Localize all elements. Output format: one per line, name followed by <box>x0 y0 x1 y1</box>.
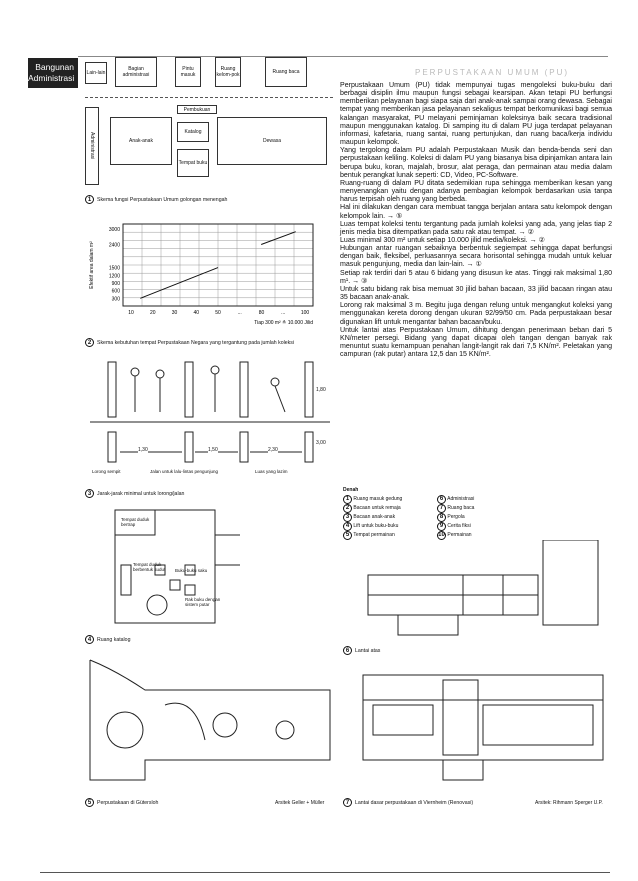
catalog-room-plan <box>95 505 245 627</box>
label-buku-saku: Buku-buku saku <box>175 568 208 573</box>
box-pintu-masuk: Pintu masuk <box>175 57 201 87</box>
body-paragraph-7: Hubungan antar ruangan sebaiknya berbentuk segiempat sehingga dapat berfungsi dengan baik, fleksibel, perluasannya secara horisontal sehingga mudah untuk keluar masuk pengunjung, media dan lain-lain. → ① <box>340 245 612 269</box>
y-axis-label: Efektif area dalam m² <box>89 241 95 289</box>
shelf-spacing-figure <box>90 352 330 482</box>
x-tick-label: ... <box>237 310 242 316</box>
section-tab: Bangunan Administrasi <box>28 58 78 88</box>
box-katalog: Katalog <box>177 122 209 142</box>
caption-fig4-text: Ruang katalog <box>97 636 131 643</box>
caption-fig5 <box>85 798 158 807</box>
x-tick-label: 80 <box>258 310 265 316</box>
guetersloh-drawing <box>85 650 335 790</box>
label-jalan: Jalan untuk lalu-lintas pengunjung <box>150 469 219 474</box>
body-paragraph-9: Untuk satu bidang rak bisa memuat 30 jilid bahan bacaan, 33 jilid bacaan ringan atau 35 bacaan anak-anak. <box>340 285 612 302</box>
body-text <box>340 82 612 359</box>
figure-number-5: 5 <box>85 798 94 807</box>
dim-3: 2,30 <box>268 447 278 453</box>
y-tick-label: 3000 <box>108 227 120 234</box>
body-paragraph-2: Yang tergolong dalam PU adalah Perpustakaan Musik dan benda-benda seni dan perpustakaan keliling. Koleksi di dalam PU yang biasanya bisa dipinjamkan antara lain berupa buku, koran, majalah, brosur, alat peraga, dan permainan atau media dalam bentuk perangkat lunak seperti: CD, Video, PC-Software. <box>340 147 612 179</box>
caption-fig2 <box>85 338 294 347</box>
administrasi-label: Administrasi <box>89 132 95 160</box>
label-luas: Luas yang lazim <box>255 469 288 474</box>
body-paragraph-11: Untuk lantai atas Perpustakaan Umum, dihitung dengan penerimaan beban dari 5 KN/meter persegi. Bidang yang dapat dicapai oleh tangan dengan banyak rak menuntut suatu kemampuan penahan langit-langit rak dari 7,5 KN/m². Peletakan yang campuran (rak putar) antara 12,5 dan 15 KN/m². <box>340 326 612 359</box>
legend-item: 5 Tempat permainan <box>343 531 433 540</box>
ground-floor-drawing <box>343 660 608 790</box>
box-pembukuan: Pembukuan <box>177 105 217 114</box>
x-tick-label: 40 <box>193 310 200 316</box>
collection-area-chart <box>85 218 340 333</box>
box-dewasa: Dewasa <box>217 117 327 165</box>
legend-right-column <box>437 495 527 540</box>
box-ruang-baca: Ruang baca <box>265 57 307 87</box>
credit-fig7: Arsitek: Rihmann Sperger U.P. <box>535 800 603 806</box>
figure-number-6: 6 <box>343 646 352 655</box>
x-tick-label: 20 <box>149 310 156 316</box>
figure-number-4: 4 <box>85 635 94 644</box>
x-tick-label: 10 <box>128 310 134 316</box>
caption-fig3 <box>85 489 184 498</box>
caption-fig5-text: Perpustakaan di Gütersloh <box>97 799 159 806</box>
caption-fig6 <box>343 646 380 655</box>
box-lain-lain: Lain-lain <box>85 62 107 84</box>
body-paragraph-8: Setiap rak terdiri dari 5 atau 6 bidang yang disusun ke atas. Tinggi rak maksimal 1,80 m¹. → ③ <box>340 269 612 285</box>
x-tick-label: ... <box>281 310 286 316</box>
section-header: PERPUSTAKAAN UMUM (PU) <box>415 68 570 77</box>
label-tempat-duduk-sudut: Tempat duduk berbentuk sudut <box>133 562 166 572</box>
box-anak-anak: Anak-anak <box>110 117 172 165</box>
legend-item: 7 Ruang baca <box>437 504 527 513</box>
caption-fig7-text: Lantai dasar perpustakaan di Viernheim (Renovasi) <box>355 799 474 806</box>
figure-number-7: 7 <box>343 798 352 807</box>
legend-item: 2 Bacaan untuk remaja <box>343 504 433 513</box>
y-tick-label: 1200 <box>108 273 120 280</box>
label-rak-putar: Rak buku dengan sistem putar <box>185 597 221 607</box>
x-tick-label: 30 <box>171 310 178 316</box>
caption-fig2-text: Skema kebutuhan tempat Perpustakaan Negara yang tergantung pada jumlah koleksi <box>97 339 294 346</box>
legend-item: 1 Ruang masuk gedung <box>343 495 433 504</box>
legend-item: 9 Cerita fiksi <box>437 522 527 531</box>
figure-number-3: 3 <box>85 489 94 498</box>
box-administrasi-vertical <box>85 107 99 185</box>
x-axis-label: Tiap 300 m² ≙ 10.000 Jilid <box>254 320 313 326</box>
legend-item: 4 Lift untuk buku-buku <box>343 522 433 531</box>
body-paragraph-1: Perpustakaan Umum (PU) tidak mempunyai tugas mengoleksi buku-buku dari berbagai disiplin ilmu maupun fungsi sebagai kearsipan. Akan tetapi PU berfungsi memberikan pelayanan bagi siapa saja dari anak-anak sampai orang dewasa. Sebagai tempat yang memberikan jasa pelayanan sekaligus tempat berkomunikasi bagi semua kalangan masyarakat, PU melayani peminjaman koleksinya baik secara tradisional maupun menggunakan katalog. Di samping itu di dalam PU juga terdapat pelayanan informasi, kafetaria, ruang santai, ruang pertunjukan, dan ruang baca/kerja individu maupun kelompok. <box>340 82 612 147</box>
x-tick-label: 100 <box>300 310 310 316</box>
shelf-drawing <box>90 352 330 477</box>
diagram-dash-line <box>85 97 335 98</box>
x-tick-label: 50 <box>215 310 221 316</box>
box-ruang-kelompok: Ruang kelom-pok <box>215 57 241 87</box>
label-lorong: Lorong sempit <box>92 469 121 474</box>
caption-fig6-text: Lantai atas <box>355 647 381 654</box>
series-line <box>140 268 218 299</box>
y-tick-label: 1500 <box>108 265 120 272</box>
dim-2: 1,50 <box>208 447 218 453</box>
body-paragraph-4: Hal ini dilakukan dengan cara membuat tangga berjalan antara satu kelompok dengan kelompok lain. → ⑤ <box>340 204 612 220</box>
legend-item: 10 Permainan <box>438 531 472 538</box>
upper-floor-drawing <box>343 540 603 640</box>
credit-fig5: Arsitek Geller + Müller <box>275 800 325 806</box>
legend-item: 3 Bacaan anak-anak <box>343 513 433 522</box>
y-tick-label: 900 <box>111 280 120 287</box>
guetersloh-plan <box>85 650 335 790</box>
ground-floor-plan <box>343 660 608 790</box>
figure-number-2: 2 <box>85 338 94 347</box>
figure-number-1: 1 <box>85 195 94 204</box>
body-paragraph-3: Ruang-ruang di dalam PU ditata sedemikian rupa sehingga memberikan kesan yang menyenangkan yaitu dengan adanya pembagian kelompok berdasarkan usia tanpa harus terpisah oleh ruang yang berbeda. <box>340 179 612 204</box>
dim-1: 1,30 <box>138 447 148 453</box>
y-tick-label: 300 <box>111 296 120 303</box>
body-paragraph-10: Lorong rak maksimal 3 m. Begitu juga dengan relung untuk mengangkut koleksi yang menggunakan kereta dorong dengan ukuran 92/99/50 cm. Pada perpustakaan besar digunakan lift untuk mengantar bahan bacaan/buku. <box>340 302 612 326</box>
legend-left-column <box>343 495 433 540</box>
legend-title: Denah <box>343 487 359 493</box>
caption-fig1 <box>85 195 227 204</box>
legend-item: 6 Administrasi <box>437 495 527 504</box>
y-tick-label: 600 <box>111 288 120 295</box>
function-diagram <box>85 57 335 187</box>
label-tempat-duduk-bertrap: Tempat duduk bertrap <box>121 517 150 527</box>
legend-item: 8 Pergola <box>437 513 527 522</box>
dim-5: 3,00 <box>316 440 326 446</box>
caption-fig4 <box>85 635 130 644</box>
box-tempat-buku: Tempat buku <box>177 149 209 177</box>
y-tick-label: 2400 <box>108 242 120 249</box>
caption-fig7 <box>343 798 473 807</box>
series-line <box>261 232 296 245</box>
box-bagian-administrasi: Bagian administrasi <box>115 57 157 87</box>
body-paragraph-6: Luas minimal 300 m² untuk setiap 10.000 jilid media/koleksi. → ② <box>340 236 545 244</box>
plan-legend <box>343 486 527 540</box>
body-paragraph-5: Luas tempat koleksi tentu tergantung pada jumlah koleksi yang ada, yang jelas tiap 2 jenis media bisa ditempatkan pada satu rak atau tempat. → ② <box>340 220 612 236</box>
dim-4: 1,80 <box>316 387 326 393</box>
caption-fig3-text: Jarak-jarak minimal untuk lorong/jalan <box>97 490 185 497</box>
footer-rule <box>40 872 610 873</box>
caption-fig1-text: Skema fungsi Perpustakaan Umum golongan menengah <box>97 196 228 203</box>
upper-floor-plan <box>343 540 603 640</box>
